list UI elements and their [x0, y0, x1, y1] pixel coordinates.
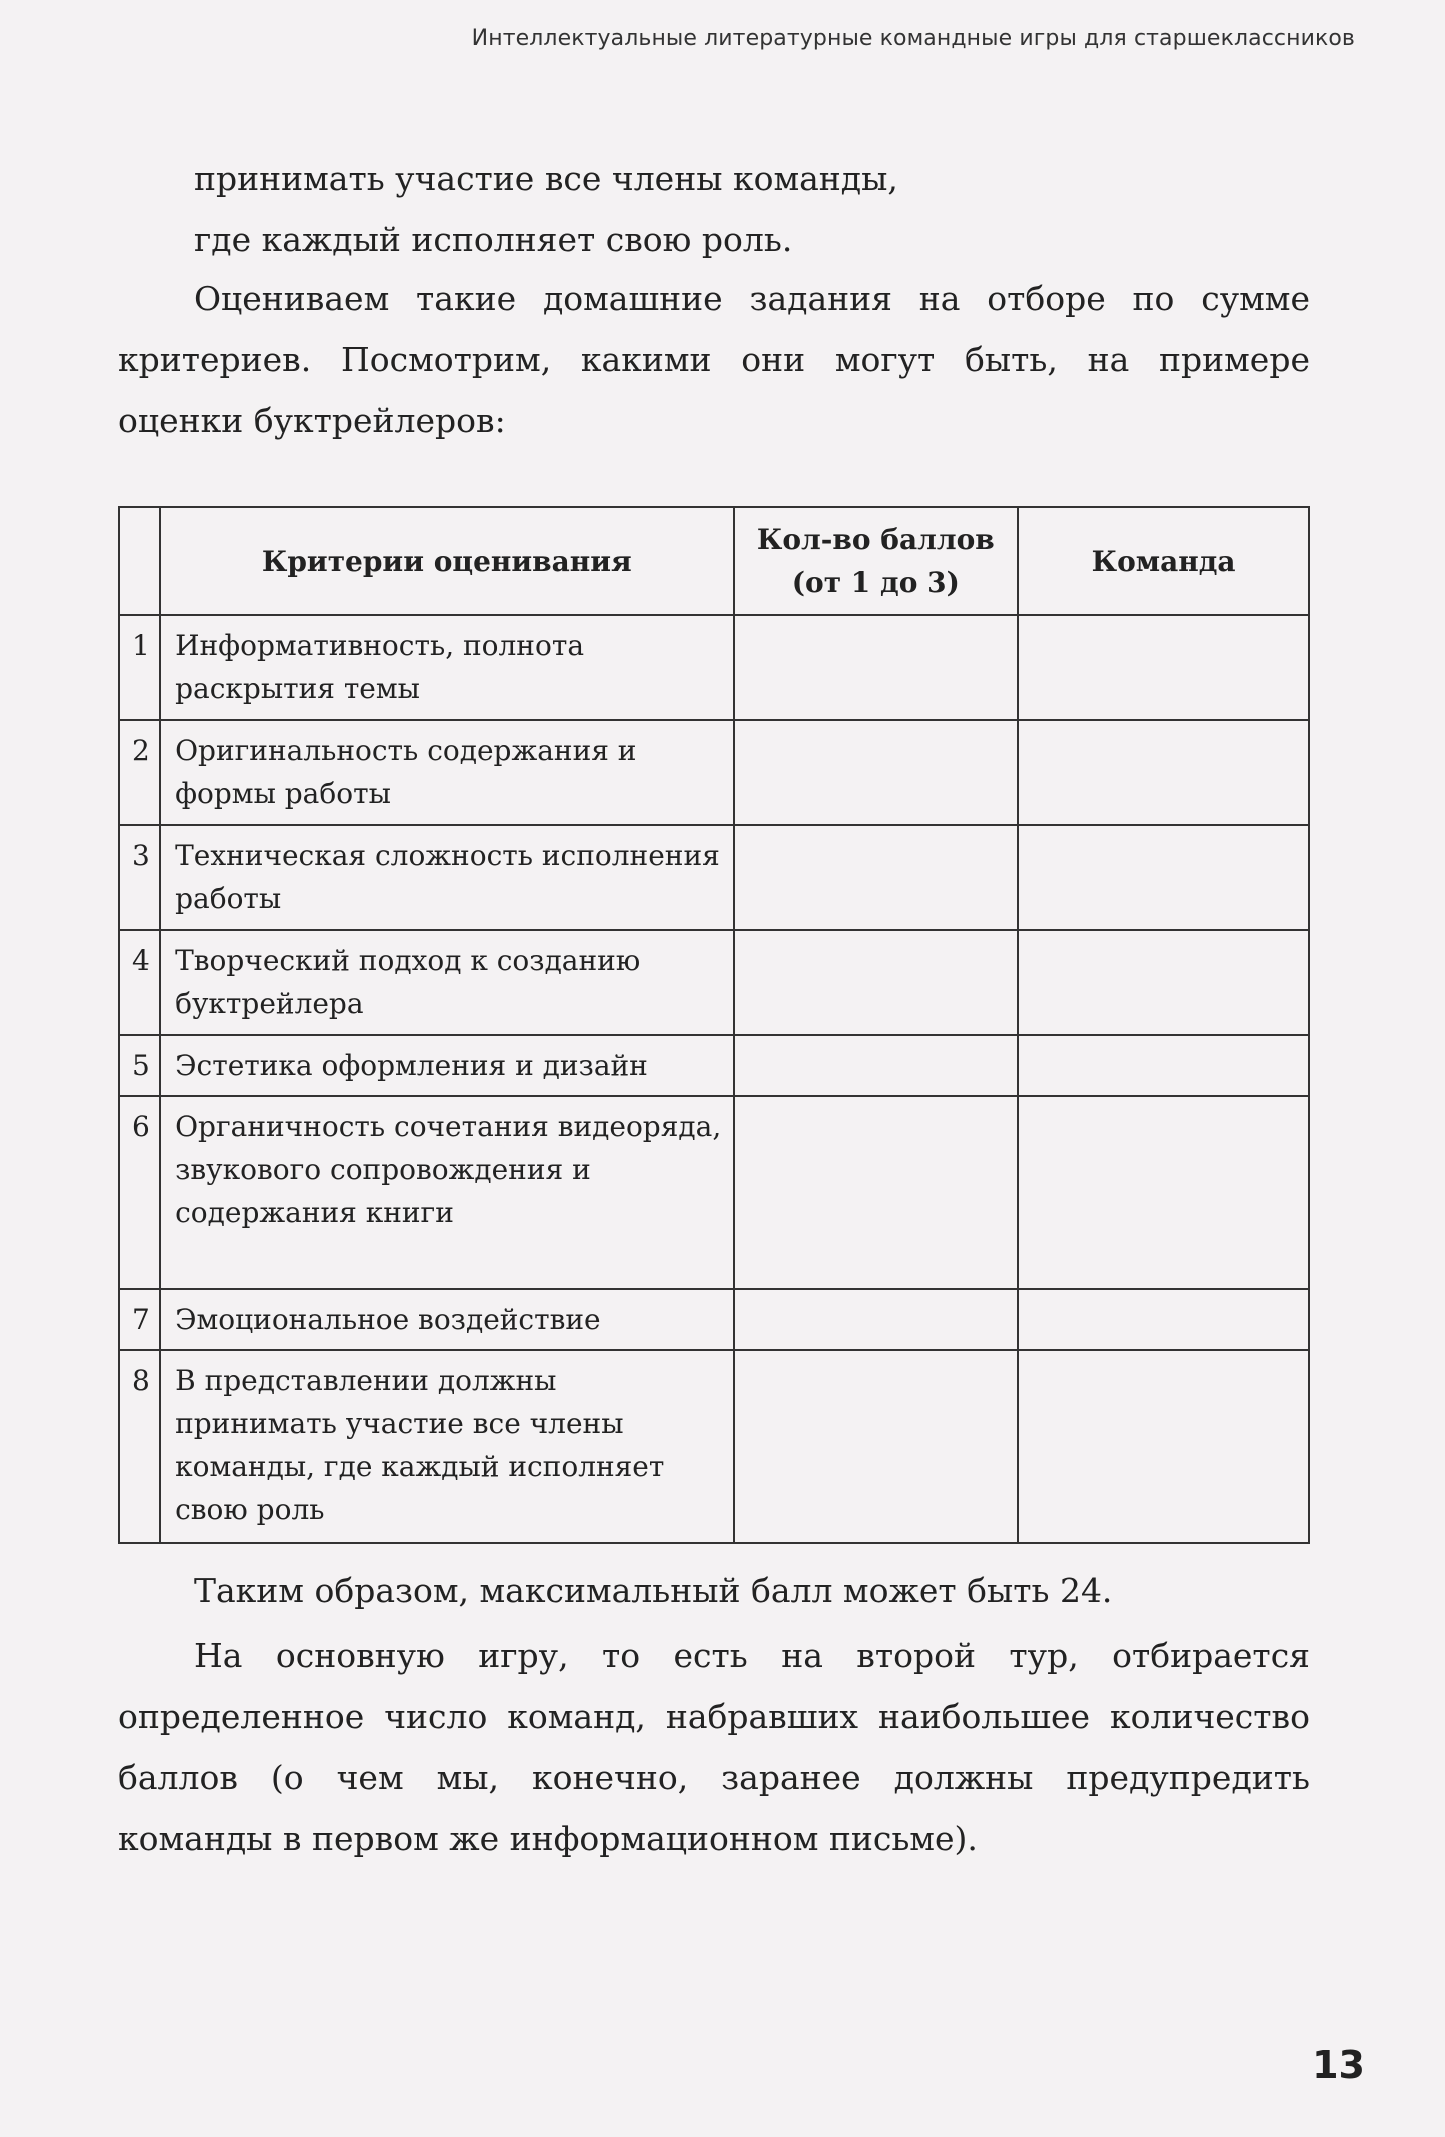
header-team: Команда — [1018, 507, 1309, 615]
row-score-cell — [734, 720, 1019, 825]
row-score-cell — [734, 1035, 1019, 1096]
row-number: 7 — [119, 1289, 160, 1350]
row-team-cell — [1018, 1096, 1309, 1289]
row-number: 2 — [119, 720, 160, 825]
row-team-cell — [1018, 1289, 1309, 1350]
table-row — [119, 930, 1309, 1035]
row-team-cell — [1018, 1350, 1309, 1543]
header-criteria: Критерии оценивания — [160, 507, 733, 615]
table-row — [119, 720, 1309, 825]
row-number: 1 — [119, 615, 160, 720]
row-number: 3 — [119, 825, 160, 930]
row-criterion: Информативность, полнота раскрытия темы — [160, 615, 733, 720]
criteria-table — [118, 506, 1310, 1544]
row-criterion: Эстетика оформления и дизайн — [160, 1035, 733, 1096]
intro-paragraph-continuation — [118, 148, 1310, 270]
row-score-cell — [734, 1096, 1019, 1289]
table-row — [119, 1035, 1309, 1096]
row-criterion: Органичность сочетания видеоряда, звукового сопровождения и содержания книги — [160, 1096, 733, 1289]
row-team-cell — [1018, 615, 1309, 720]
row-number: 6 — [119, 1096, 160, 1289]
table-header-row — [119, 507, 1309, 615]
header-number — [119, 507, 160, 615]
intro-paragraph-block — [118, 268, 1310, 451]
table-row — [119, 1289, 1309, 1350]
table-row — [119, 1096, 1309, 1289]
closing-paragraph-block-2 — [118, 1625, 1310, 1869]
row-number: 5 — [119, 1035, 160, 1096]
criteria-table-wrapper — [118, 506, 1310, 1537]
intro-paragraph-1: принимать участие все члены команды, где каждый исполняет свою роль. — [194, 159, 898, 259]
row-number: 8 — [119, 1350, 160, 1543]
header-score: Кол-во баллов (от 1 до 3) — [734, 507, 1019, 615]
row-score-cell — [734, 1289, 1019, 1350]
closing-paragraph-2: На основную игру, то есть на второй тур, отбирается определенное число команд, набравших наибольшее количество баллов (о чем мы, конечно, заранее должны предупредить команды в первом же информационном письме). — [118, 1636, 1310, 1858]
table-row — [119, 615, 1309, 720]
row-score-cell — [734, 930, 1019, 1035]
table-row — [119, 1350, 1309, 1543]
row-criterion: Эмоциональное воздействие — [160, 1289, 733, 1350]
row-score-cell — [734, 1350, 1019, 1543]
row-score-cell — [734, 615, 1019, 720]
row-team-cell — [1018, 930, 1309, 1035]
row-criterion: В представлении должны принимать участие все члены команды, где каждый исполняет свою роль — [160, 1350, 733, 1543]
page-number: 13 — [1312, 2043, 1365, 2087]
table-row — [119, 825, 1309, 930]
intro-paragraph-2: Оцениваем такие домашние задания на отборе по сумме критериев. Посмотрим, какими они могут быть, на примере оценки буктрейлеров: — [118, 279, 1310, 440]
row-team-cell — [1018, 720, 1309, 825]
row-score-cell — [734, 825, 1019, 930]
row-criterion: Творческий подход к созданию буктрейлера — [160, 930, 733, 1035]
row-number: 4 — [119, 930, 160, 1035]
row-criterion: Оригинальность содержания и формы работы — [160, 720, 733, 825]
closing-paragraph-block-1 — [118, 1560, 1310, 1621]
running-header: Интеллектуальные литературные командные игры для старшеклассников — [471, 26, 1355, 51]
row-criterion: Техническая сложность исполнения работы — [160, 825, 733, 930]
row-team-cell — [1018, 825, 1309, 930]
row-team-cell — [1018, 1035, 1309, 1096]
closing-paragraph-1: Таким образом, максимальный балл может быть 24. — [194, 1571, 1113, 1610]
